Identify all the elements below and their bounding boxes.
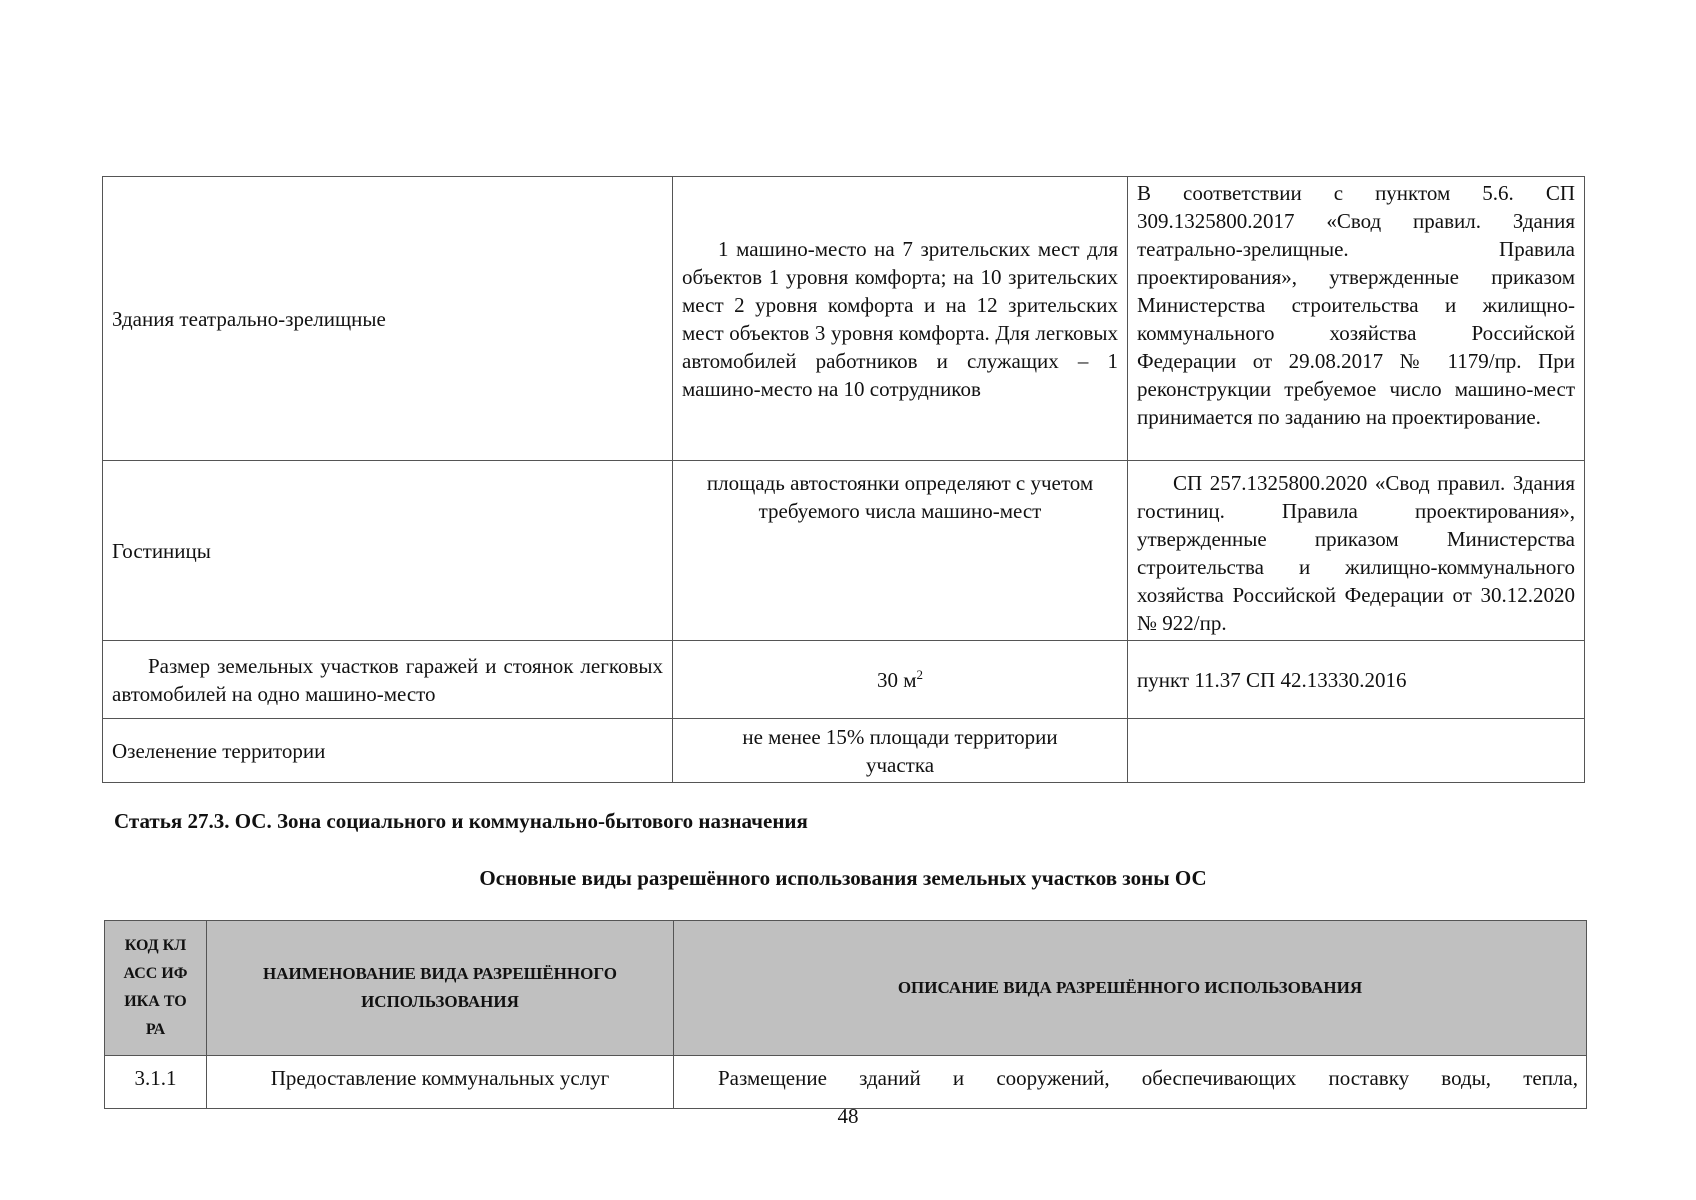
basis-cell: СП 257.1325800.2020 «Свод правил. Здания гостиниц. Правила проектирования», утвержденные приказом Министерства строительства и жилищно-коммунального хозяйства Российской Федерации от 30.12.2020 № 922/пр. xyxy=(1128,461,1585,641)
code-cell: 3.1.1 xyxy=(105,1056,207,1109)
description-cell: Размещение зданий и сооружений, обеспечивающих поставку воды, тепла, xyxy=(674,1056,1587,1109)
norm-cell xyxy=(673,641,1128,719)
article-heading: Статья 27.3. ОС. Зона социального и коммунально-бытового назначения xyxy=(114,809,808,833)
parking-norms-table xyxy=(102,176,1585,783)
object-name-cell: Здания театрально-зрелищные xyxy=(103,177,673,461)
norm-text: не менее 15% площади территории участка xyxy=(742,724,1058,777)
table-row xyxy=(103,719,1585,783)
object-name-cell: Озеленение территории xyxy=(103,719,673,783)
object-name-cell: Размер земельных участков гаражей и стоянок легковых автомобилей на одно машино-место xyxy=(103,641,673,719)
norm-value: 30 м xyxy=(876,667,917,692)
permitted-uses-table xyxy=(104,920,1587,1109)
norm-cell: площадь автостоянки определяют с учетом требуемого числа машино-мест xyxy=(673,461,1128,641)
column-header-name: НАИМЕНОВАНИЕ ВИДА РАЗРЕШЁННОГО ИСПОЛЬЗОВАНИЯ xyxy=(207,921,674,1056)
table-row xyxy=(103,641,1585,719)
table-row xyxy=(103,461,1585,641)
basis-cell: В соответствии с пунктом 5.6. СП 309.1325800.2017 «Свод правил. Здания театрально-зрелищные. Правила проектирования», утвержденные приказом Министерства строительства и жилищно-коммунального хозяйства Российской Федерации от 29.08.2017 № 1179/пр. При реконструкции требуемое число машино-мест принимается по заданию на проектирование. xyxy=(1128,177,1585,461)
table-row xyxy=(103,177,1585,461)
norm-cell xyxy=(673,719,1128,783)
basis-cell xyxy=(1128,719,1585,783)
norm-cell: 1 машино-место на 7 зрительских мест для объектов 1 уровня комфорта; на 10 зрительских мест 2 уровня комфорта и на 12 зрительских мест объектов 3 уровня комфорта. Для легковых автомобилей работников и служащих – 1 машино-место на 10 сотрудников xyxy=(673,177,1128,461)
use-name-cell: Предоставление коммунальных услуг xyxy=(207,1056,674,1109)
table-caption: Основные виды разрешённого использования земельных участков зоны ОС xyxy=(479,866,1207,890)
object-name-cell: Гостиницы xyxy=(103,461,673,641)
column-header-code: КОД КЛАСС ИФИКА ТОРА xyxy=(105,921,207,1056)
column-header-description: ОПИСАНИЕ ВИДА РАЗРЕШЁННОГО ИСПОЛЬЗОВАНИЯ xyxy=(674,921,1587,1056)
basis-cell: пункт 11.37 СП 42.13330.2016 xyxy=(1128,641,1585,719)
table-header-row xyxy=(105,921,1587,1056)
norm-superscript: 2 xyxy=(916,666,924,682)
page-number: 48 xyxy=(837,1104,859,1128)
table-row xyxy=(105,1056,1587,1109)
